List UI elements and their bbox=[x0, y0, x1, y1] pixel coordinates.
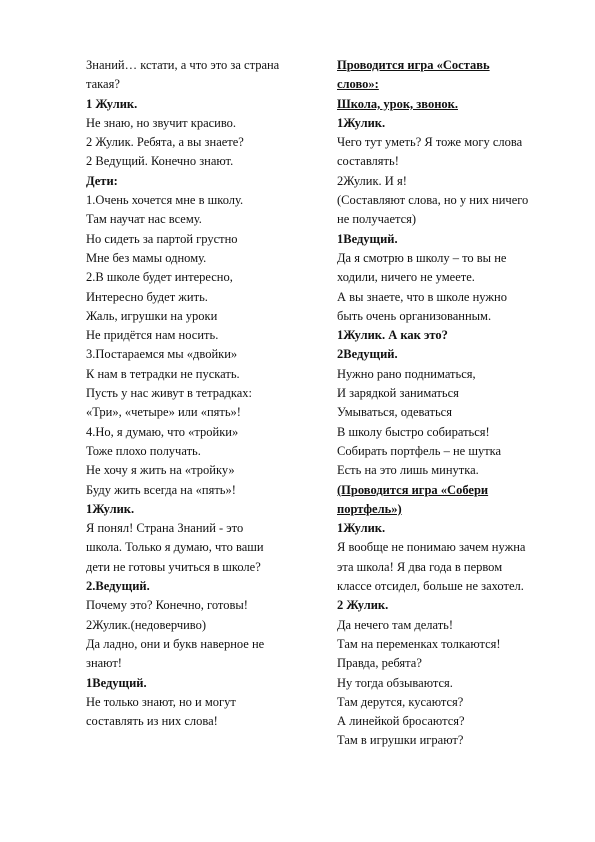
text-line: Проводится игра «Составь bbox=[337, 58, 490, 72]
text-line: Правда, ребята? bbox=[337, 656, 422, 671]
text-line: 1Жулик. bbox=[337, 115, 386, 130]
text-line: В школу быстро собираться! bbox=[337, 424, 490, 439]
text-line: не получается) bbox=[337, 212, 417, 227]
text-line: 2.В школе будет интересно, bbox=[86, 270, 233, 285]
text-line: эта школа! Я два года в первом bbox=[337, 559, 503, 574]
text-line: ходили, ничего не умеете. bbox=[337, 270, 475, 285]
text-line: 2Жулик. И я! bbox=[337, 173, 407, 188]
text-line: 1Жулик. bbox=[337, 521, 386, 536]
text-line: Ну тогда обзываются. bbox=[337, 675, 453, 690]
text-line: составлять! bbox=[337, 154, 399, 169]
text-line: Не только знают, но и могут bbox=[86, 694, 236, 709]
text-line: Знаний… кстати, а что это за страна bbox=[86, 58, 280, 72]
text-line: К нам в тетрадки не пускать. bbox=[86, 366, 240, 381]
text-line: классе отсидел, больше не захотел. bbox=[337, 579, 524, 594]
text-line: составлять из них слова! bbox=[86, 714, 218, 729]
text-line: 1Жулик. bbox=[86, 501, 135, 516]
text-line: (Проводится игра «Собери bbox=[337, 482, 489, 497]
left-text-column bbox=[86, 56, 312, 731]
text-line: Я понял! Страна Знаний - это bbox=[86, 521, 244, 536]
text-line: Пусть у нас живут в тетрадках: bbox=[86, 386, 253, 401]
text-line: А вы знаете, что в школе нужно bbox=[337, 289, 507, 304]
text-line: Есть на это лишь минутка. bbox=[337, 463, 479, 478]
text-line: 2 Жулик. Ребята, а вы знаете? bbox=[86, 135, 244, 150]
text-line: Там на переменках толкаются! bbox=[337, 636, 501, 651]
text-line: знают! bbox=[86, 656, 122, 671]
text-line: Дети: bbox=[86, 173, 118, 188]
text-line: Нужно рано подниматься, bbox=[337, 366, 476, 381]
text-line: Там дерутся, кусаются? bbox=[337, 694, 464, 709]
text-line: дети не готовы учиться в школе? bbox=[86, 559, 261, 574]
text-line: 1 Жулик. bbox=[86, 96, 138, 111]
text-line: 1.Очень хочется мне в школу. bbox=[86, 193, 244, 208]
text-line: Мне без мамы одному. bbox=[86, 250, 207, 265]
text-line: Почему это? Конечно, готовы! bbox=[86, 598, 248, 613]
text-line: Да ладно, они и букв наверное не bbox=[86, 636, 265, 651]
text-line: И зарядкой заниматься bbox=[337, 386, 459, 401]
text-line: портфель») bbox=[337, 501, 402, 516]
text-line: Жаль, игрушки на уроки bbox=[86, 308, 218, 323]
text-line: «Три», «четыре» или «пять»! bbox=[86, 405, 241, 420]
text-line: Да я смотрю в школу – то вы не bbox=[337, 250, 507, 265]
text-line: Умываться, одеваться bbox=[337, 405, 452, 420]
text-line: Не хочу я жить на «тройку» bbox=[86, 463, 235, 478]
text-line: 2Жулик.(недоверчиво) bbox=[86, 617, 207, 632]
text-line: 3.Постараемся мы «двойки» bbox=[86, 347, 238, 362]
right-text-column bbox=[337, 56, 567, 751]
text-line: Там научат нас всему. bbox=[86, 212, 202, 227]
text-line: Чего тут уметь? Я тоже могу слова bbox=[337, 135, 523, 150]
text-line: Там в игрушки играют? bbox=[337, 733, 464, 748]
text-line: 2.Ведущий. bbox=[86, 579, 150, 594]
text-line: Собирать портфель – не шутка bbox=[337, 443, 502, 458]
text-line: Интересно будет жить. bbox=[86, 289, 208, 304]
text-line: Буду жить всегда на «пять»! bbox=[86, 482, 236, 497]
text-line: Школа, урок, звонок. bbox=[337, 96, 458, 111]
text-line: 2Ведущий. bbox=[337, 347, 398, 362]
text-line: слово»: bbox=[337, 77, 379, 92]
text-line: Не придётся нам носить. bbox=[86, 328, 219, 343]
text-line: 1Ведущий. bbox=[86, 675, 147, 690]
text-line: Я вообще не понимаю зачем нужна bbox=[337, 540, 526, 555]
text-line: такая? bbox=[86, 77, 120, 92]
text-line: школа. Только я думаю, что ваши bbox=[86, 540, 264, 555]
text-line: Да нечего там делать! bbox=[337, 617, 454, 632]
text-line: Но сидеть за партой грустно bbox=[86, 231, 238, 246]
text-line: А линейкой бросаются? bbox=[337, 714, 465, 729]
text-line: 2 Ведущий. Конечно знают. bbox=[86, 154, 234, 169]
text-line: Не знаю, но звучит красиво. bbox=[86, 115, 237, 130]
text-line: 2 Жулик. bbox=[337, 598, 389, 613]
text-line: (Составляют слова, но у них ничего bbox=[337, 193, 529, 208]
text-line: 1Жулик. А как это? bbox=[337, 328, 448, 343]
text-line: 1Ведущий. bbox=[337, 231, 398, 246]
text-line: быть очень организованным. bbox=[337, 308, 492, 323]
text-line: 4.Но, я думаю, что «тройки» bbox=[86, 424, 239, 439]
text-line: Тоже плохо получать. bbox=[86, 443, 201, 458]
